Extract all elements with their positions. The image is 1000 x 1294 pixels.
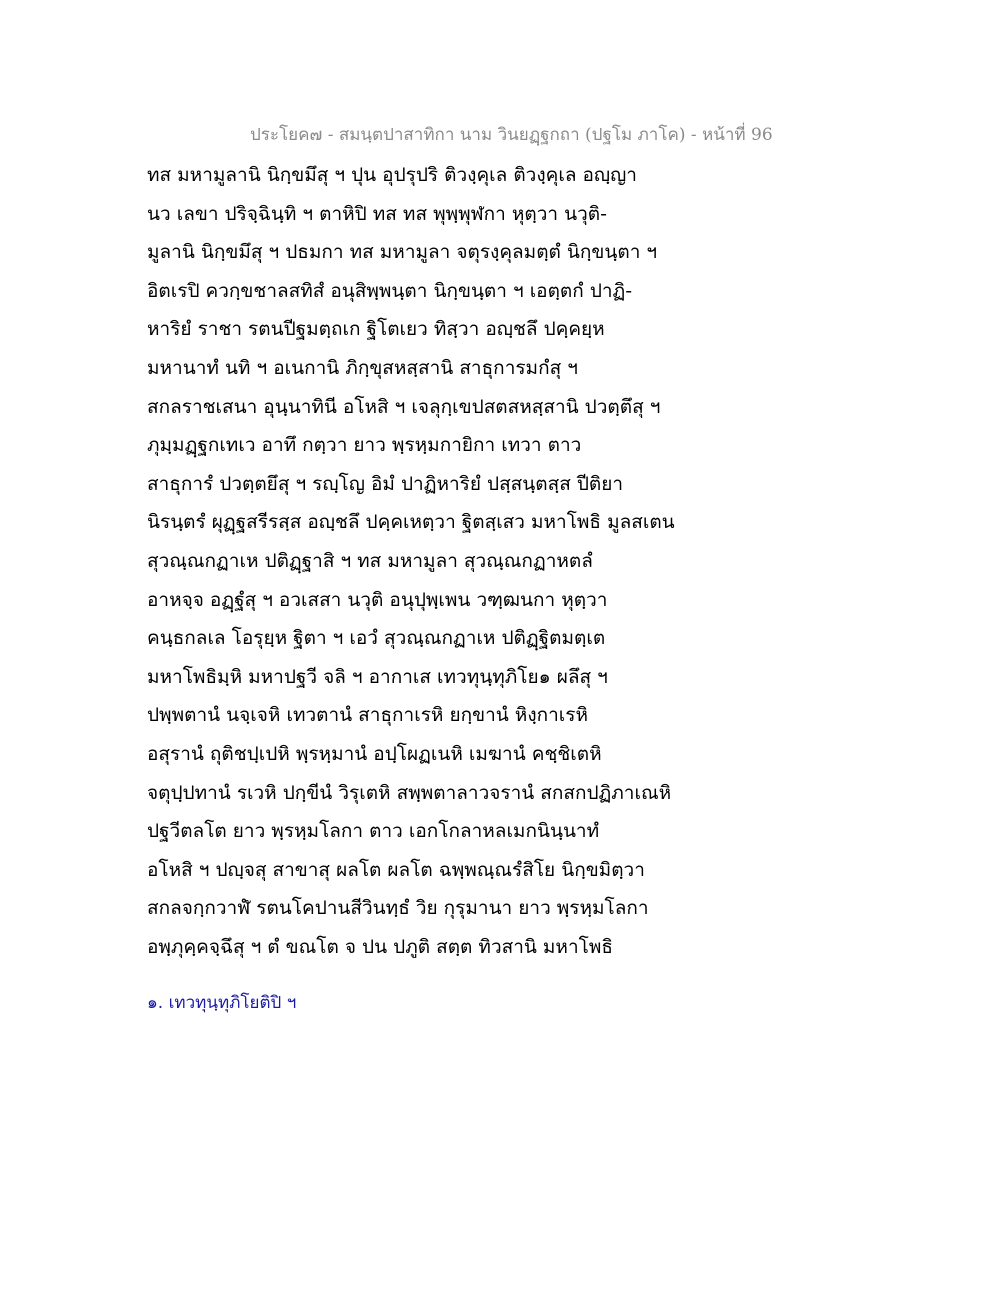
text-line: ทส มหามูลานิ นิกฺขมึสุ ฯ ปุน อุปรุปริ ติวงฺคุเล ติวงฺคุเล อญฺญา [147,164,637,186]
footnote: ๑. เทวทุนฺทุภิโยติปิ ฯ [147,993,297,1013]
text-line: อพฺภุคฺคจฺฉึสุ ฯ ตํ ขณโต จ ปน ปภูติ สตฺต ทิวสานิ มหาโพธิ [147,935,613,958]
text-line: มูลานิ นิกฺขมึสุ ฯ ปธมกา ทส มหามูลา จตุรงฺคุลมตฺตํ นิกฺขนฺตา ฯ [147,241,658,264]
text-line: อสุรานํ ถุติชปฺเปหิ พฺรหฺมานํ อปฺโผฏเนหิ เมฆานํ คชฺชิเตหิ [147,742,602,765]
body-text [147,158,747,968]
text-line: จตุปฺปทานํ รเวหิ ปกฺขีนํ วิรุเตหิ สพฺพตาลาวจรานํ สกสกปฏิภาเณหิ [147,781,672,804]
text-line: คนฺธกลเล โอรุยฺห ฐิตา ฯ เอวํ สุวณฺณกฏาเห ปติฏฺฐิตมตฺเต [147,627,606,650]
text-line: สุวณฺณกฏาเห ปติฏฺฐาสิ ฯ ทส มหามูลา สุวณฺณกฏาหตลํ [147,549,593,572]
text-line: ปฐวีตลโต ยาว พฺรหฺมโลกา ตาว เอกโกลาหลเมกนินฺนาทํ [147,820,600,843]
text-line: สกลราชเสนา อุนฺนาทินี อโหสิ ฯ เจลุกฺเขปสตสหสฺสานิ ปวตฺตึสุ ฯ [147,395,661,418]
text-line: นิรนฺตรํ ผุฏฺฐสรีรสฺส อญฺชลึ ปคฺคเหตฺวา ฐิตสฺเสว มหาโพธิ มูลสเตน [147,511,675,534]
text-line: มหาโพธิมฺหิ มหาปฐวี จลิ ฯ อากาเส เทวทุนฺทุภิโย๑ ผลึสุ ฯ [147,665,608,688]
text-line: สกลจกฺกวาฬํ รตนโคปานสีวินทฺธํ วิย กุรุมานา ยาว พฺรหฺมโลกา [147,897,649,920]
text-line: สาธุการํ ปวตฺตยึสุ ฯ รญฺโญ อิมํ ปาฏิหาริยํ ปสฺสนฺตสฺส ปีติยา [147,472,624,495]
text-line: ปพฺพตานํ นจฺเจหิ เทวตานํ สาธุกาเรหิ ยกฺขานํ หิงฺกาเรหิ [147,704,588,727]
text-line: นว เลขา ปริจฺฉินฺทิ ฯ ตาหิปิ ทส ทส พุพฺพุฬกา หุตฺวา นวุติ- [147,202,607,225]
text-line: อโหสิ ฯ ปญฺจสุ สาขาสุ ผลโต ผลโต ฉพฺพณฺณรํสิโย นิกฺขมิตฺวา [147,858,645,881]
running-header: ประโยค๗ - สมนฺตปาสาทิกา นาม วินยฏฺฐกถา (ปฐโม ภาโค) - หน้าที่ 96 [250,125,773,145]
text-line: ภุมฺมฏฺฐกเทเว อาทึ กตฺวา ยาว พฺรหฺมกายิกา เทวา ตาว [147,434,582,457]
text-line: อาหจฺจ อฏฺฐํสุ ฯ อวเสสา นวุติ อนุปุพฺเพน วฑฺฒนกา หุตฺวา [147,588,608,611]
text-line: มหานาทํ นทิ ฯ อเนกานิ ภิกฺขุสหสฺสานิ สาธุการมกํสุ ฯ [147,356,578,379]
text-line: อิตเรปิ ควกฺขชาลสทิสํ อนุสิพฺพนฺตา นิกฺขนฺตา ฯ เอตฺตกํ ปาฏิ- [147,279,633,302]
text-line: หาริยํ ราชา รตนปีฐมตฺถเก ฐิโตเยว ทิสฺวา อญฺชลึ ปคฺคยฺห [147,318,605,341]
